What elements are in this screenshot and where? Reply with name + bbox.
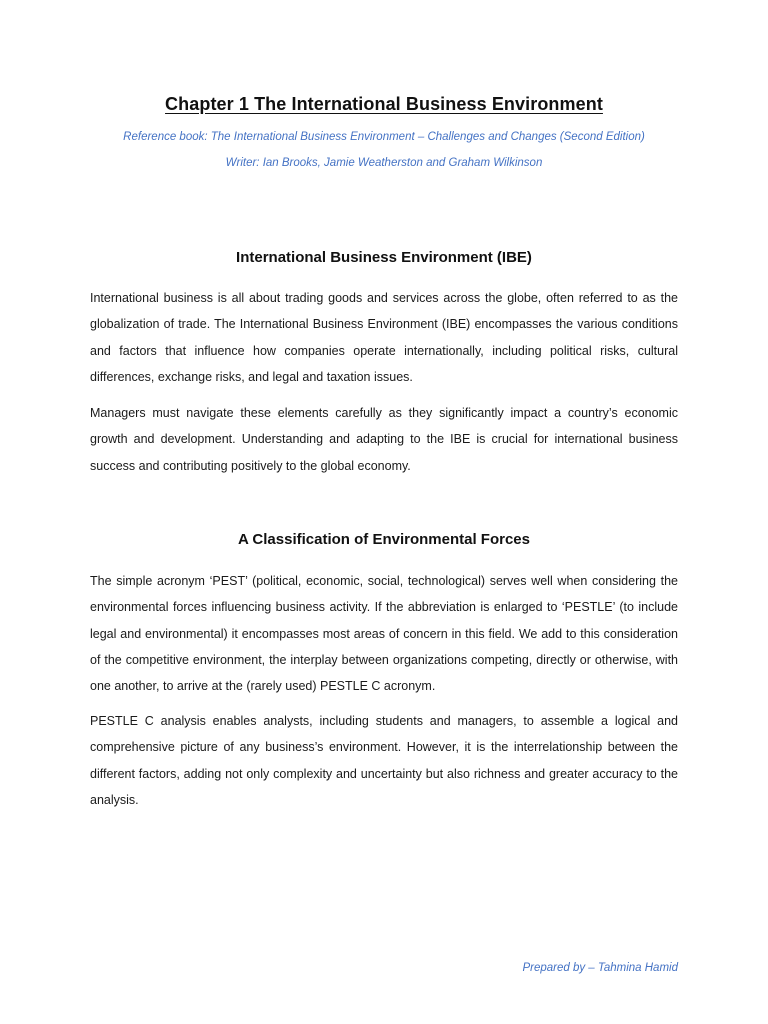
paragraph-ibe-intro: International business is all about trading goods and services across the globe, often referred to as the globalization of trade. The International Business Environment (IBE) encompasses the various conditions and factors that influence how companies operate internationally, including political risks, cultural differences, exchange risks, and legal and taxation issues. [90, 291, 678, 384]
prepared-by-footer: Prepared by – Tahmina Hamid [522, 962, 678, 974]
paragraph-ibe-managers: Managers must navigate these elements carefully as they significantly impact a country’s economic growth and development. Understanding and adapting to the IBE is crucial for international business success and contributing positively to the global economy. [90, 406, 678, 473]
section-heading-ibe: International Business Environment (IBE) [236, 249, 532, 266]
paragraph-pestle-c-analysis: PESTLE C analysis enables analysts, including students and managers, to assemble a logical and comprehensive picture of any business’s environment. However, it is the interrelationship between the different factors, adding not only complexity and uncertainty but also richness and greater accuracy to the analysis. [90, 714, 678, 807]
writer-line: Writer: Ian Brooks, Jamie Weatherston and Graham Wilkinson [225, 157, 543, 169]
chapter-title: Chapter 1 The International Business Environment [165, 94, 603, 114]
reference-book-line: Reference book: The International Business Environment – Challenges and Changes (Second Edition) [123, 131, 645, 143]
paragraph-pest-acronym: The simple acronym ‘PEST’ (political, economic, social, technological) serves well when considering the environmental forces influencing business activity. If the abbreviation is enlarged to ‘PESTLE’ (to include legal and environmental) it encompasses most areas of concern in this field. We add to this consideration of the competitive environment, the interplay between organizations competing, directly or otherwise, with one another, to arrive at the (rarely used) PESTLE C acronym. [90, 574, 678, 694]
section-heading-environmental-forces: A Classification of Environmental Forces [237, 531, 530, 548]
